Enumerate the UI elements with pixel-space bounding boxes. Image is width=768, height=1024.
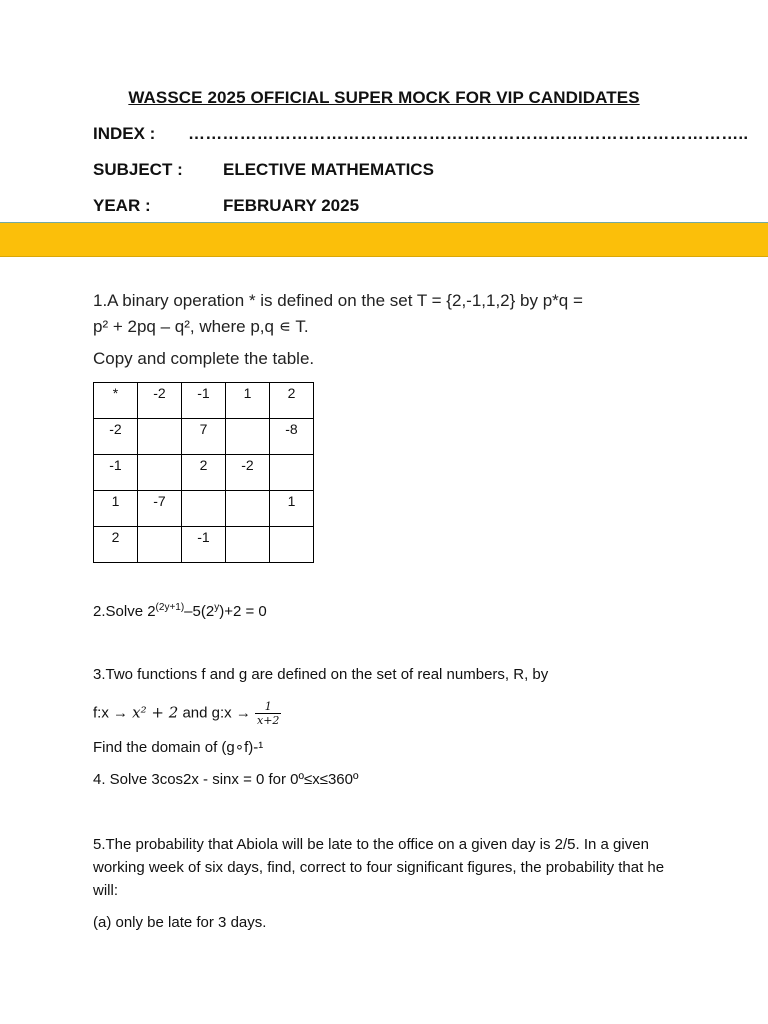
g-fraction bbox=[255, 700, 281, 727]
table-cell: -2 bbox=[138, 383, 182, 419]
table-cell bbox=[226, 527, 270, 563]
table-cell bbox=[138, 455, 182, 491]
question-5-text: 5.The probability that Abiola will be late to the office on a given day is 2/5. In a given working week of six days, find, correct to four significant figures, the probability that he will: bbox=[93, 836, 665, 899]
question-2 bbox=[93, 602, 267, 620]
table-cell bbox=[226, 491, 270, 527]
table-cell bbox=[270, 455, 314, 491]
table-row bbox=[94, 419, 314, 455]
question-3-find: Find the domain of (g∘f)-¹ bbox=[93, 739, 264, 756]
table-cell: -2 bbox=[94, 419, 138, 455]
operation-table bbox=[93, 382, 314, 563]
question-1-line1: 1.A binary operation * is defined on the set T = {2,-1,1,2} by p*q = bbox=[93, 291, 583, 310]
question-3-functions bbox=[93, 700, 281, 727]
index-dots: …………………………………………………………………………………….. bbox=[188, 124, 749, 143]
subject-label: SUBJECT : bbox=[93, 160, 183, 179]
table-cell: -2 bbox=[226, 455, 270, 491]
table-row bbox=[94, 491, 314, 527]
table-cell: -7 bbox=[138, 491, 182, 527]
table-row bbox=[94, 383, 314, 419]
table-cell bbox=[270, 527, 314, 563]
table-cell: 1 bbox=[226, 383, 270, 419]
table-cell: 2 bbox=[270, 383, 314, 419]
g-denominator: x+2 bbox=[257, 714, 280, 727]
g-numerator: 1 bbox=[255, 700, 281, 714]
table-cell: * bbox=[94, 383, 138, 419]
question-5-part-a: (a) only be late for 3 days. bbox=[93, 914, 267, 931]
question-1-line2: p² + 2pq – q², where p,q ∊ T. bbox=[93, 317, 309, 336]
table-cell bbox=[138, 527, 182, 563]
table-row bbox=[94, 527, 314, 563]
question-5 bbox=[93, 833, 693, 934]
subject-value: ELECTIVE MATHEMATICS bbox=[223, 160, 434, 179]
page-title: WASSCE 2025 OFFICIAL SUPER MOCK FOR VIP CANDIDATES bbox=[128, 88, 640, 107]
g-prefix: and g:x → bbox=[178, 704, 256, 722]
question-3-intro: 3.Two functions f and g are defined on the set of real numbers, R, by bbox=[93, 666, 549, 683]
question-2-suffix: )+2 = 0 bbox=[219, 603, 267, 620]
year-value: FEBRUARY 2025 bbox=[223, 196, 360, 215]
table-cell: -8 bbox=[270, 419, 314, 455]
table-cell bbox=[182, 491, 226, 527]
year-label: YEAR : bbox=[93, 196, 151, 215]
table-cell: 1 bbox=[270, 491, 314, 527]
table-cell bbox=[226, 419, 270, 455]
table-cell: 2 bbox=[182, 455, 226, 491]
table-row bbox=[94, 455, 314, 491]
header-band bbox=[0, 222, 768, 257]
table-cell: -1 bbox=[182, 527, 226, 563]
f-prefix: f:x → bbox=[93, 704, 133, 722]
question-1-instruction: Copy and complete the table. bbox=[93, 349, 315, 368]
question-2-exponent-1: (2y+1) bbox=[155, 602, 185, 613]
question-2-prefix: 2.Solve 2 bbox=[93, 603, 156, 620]
question-2-exponent-2: y bbox=[214, 602, 220, 613]
table-cell: -1 bbox=[94, 455, 138, 491]
table-cell: -1 bbox=[182, 383, 226, 419]
table-cell bbox=[138, 419, 182, 455]
f-expression: x² + 2 bbox=[132, 703, 179, 722]
table-cell: 2 bbox=[94, 527, 138, 563]
question-1 bbox=[93, 288, 693, 340]
index-label: INDEX : bbox=[93, 124, 156, 143]
question-4: 4. Solve 3cos2x - sinx = 0 for 0º≤x≤360º bbox=[93, 771, 359, 788]
table-cell: 1 bbox=[94, 491, 138, 527]
table-cell: 7 bbox=[182, 419, 226, 455]
question-2-mid: –5(2 bbox=[184, 603, 215, 620]
